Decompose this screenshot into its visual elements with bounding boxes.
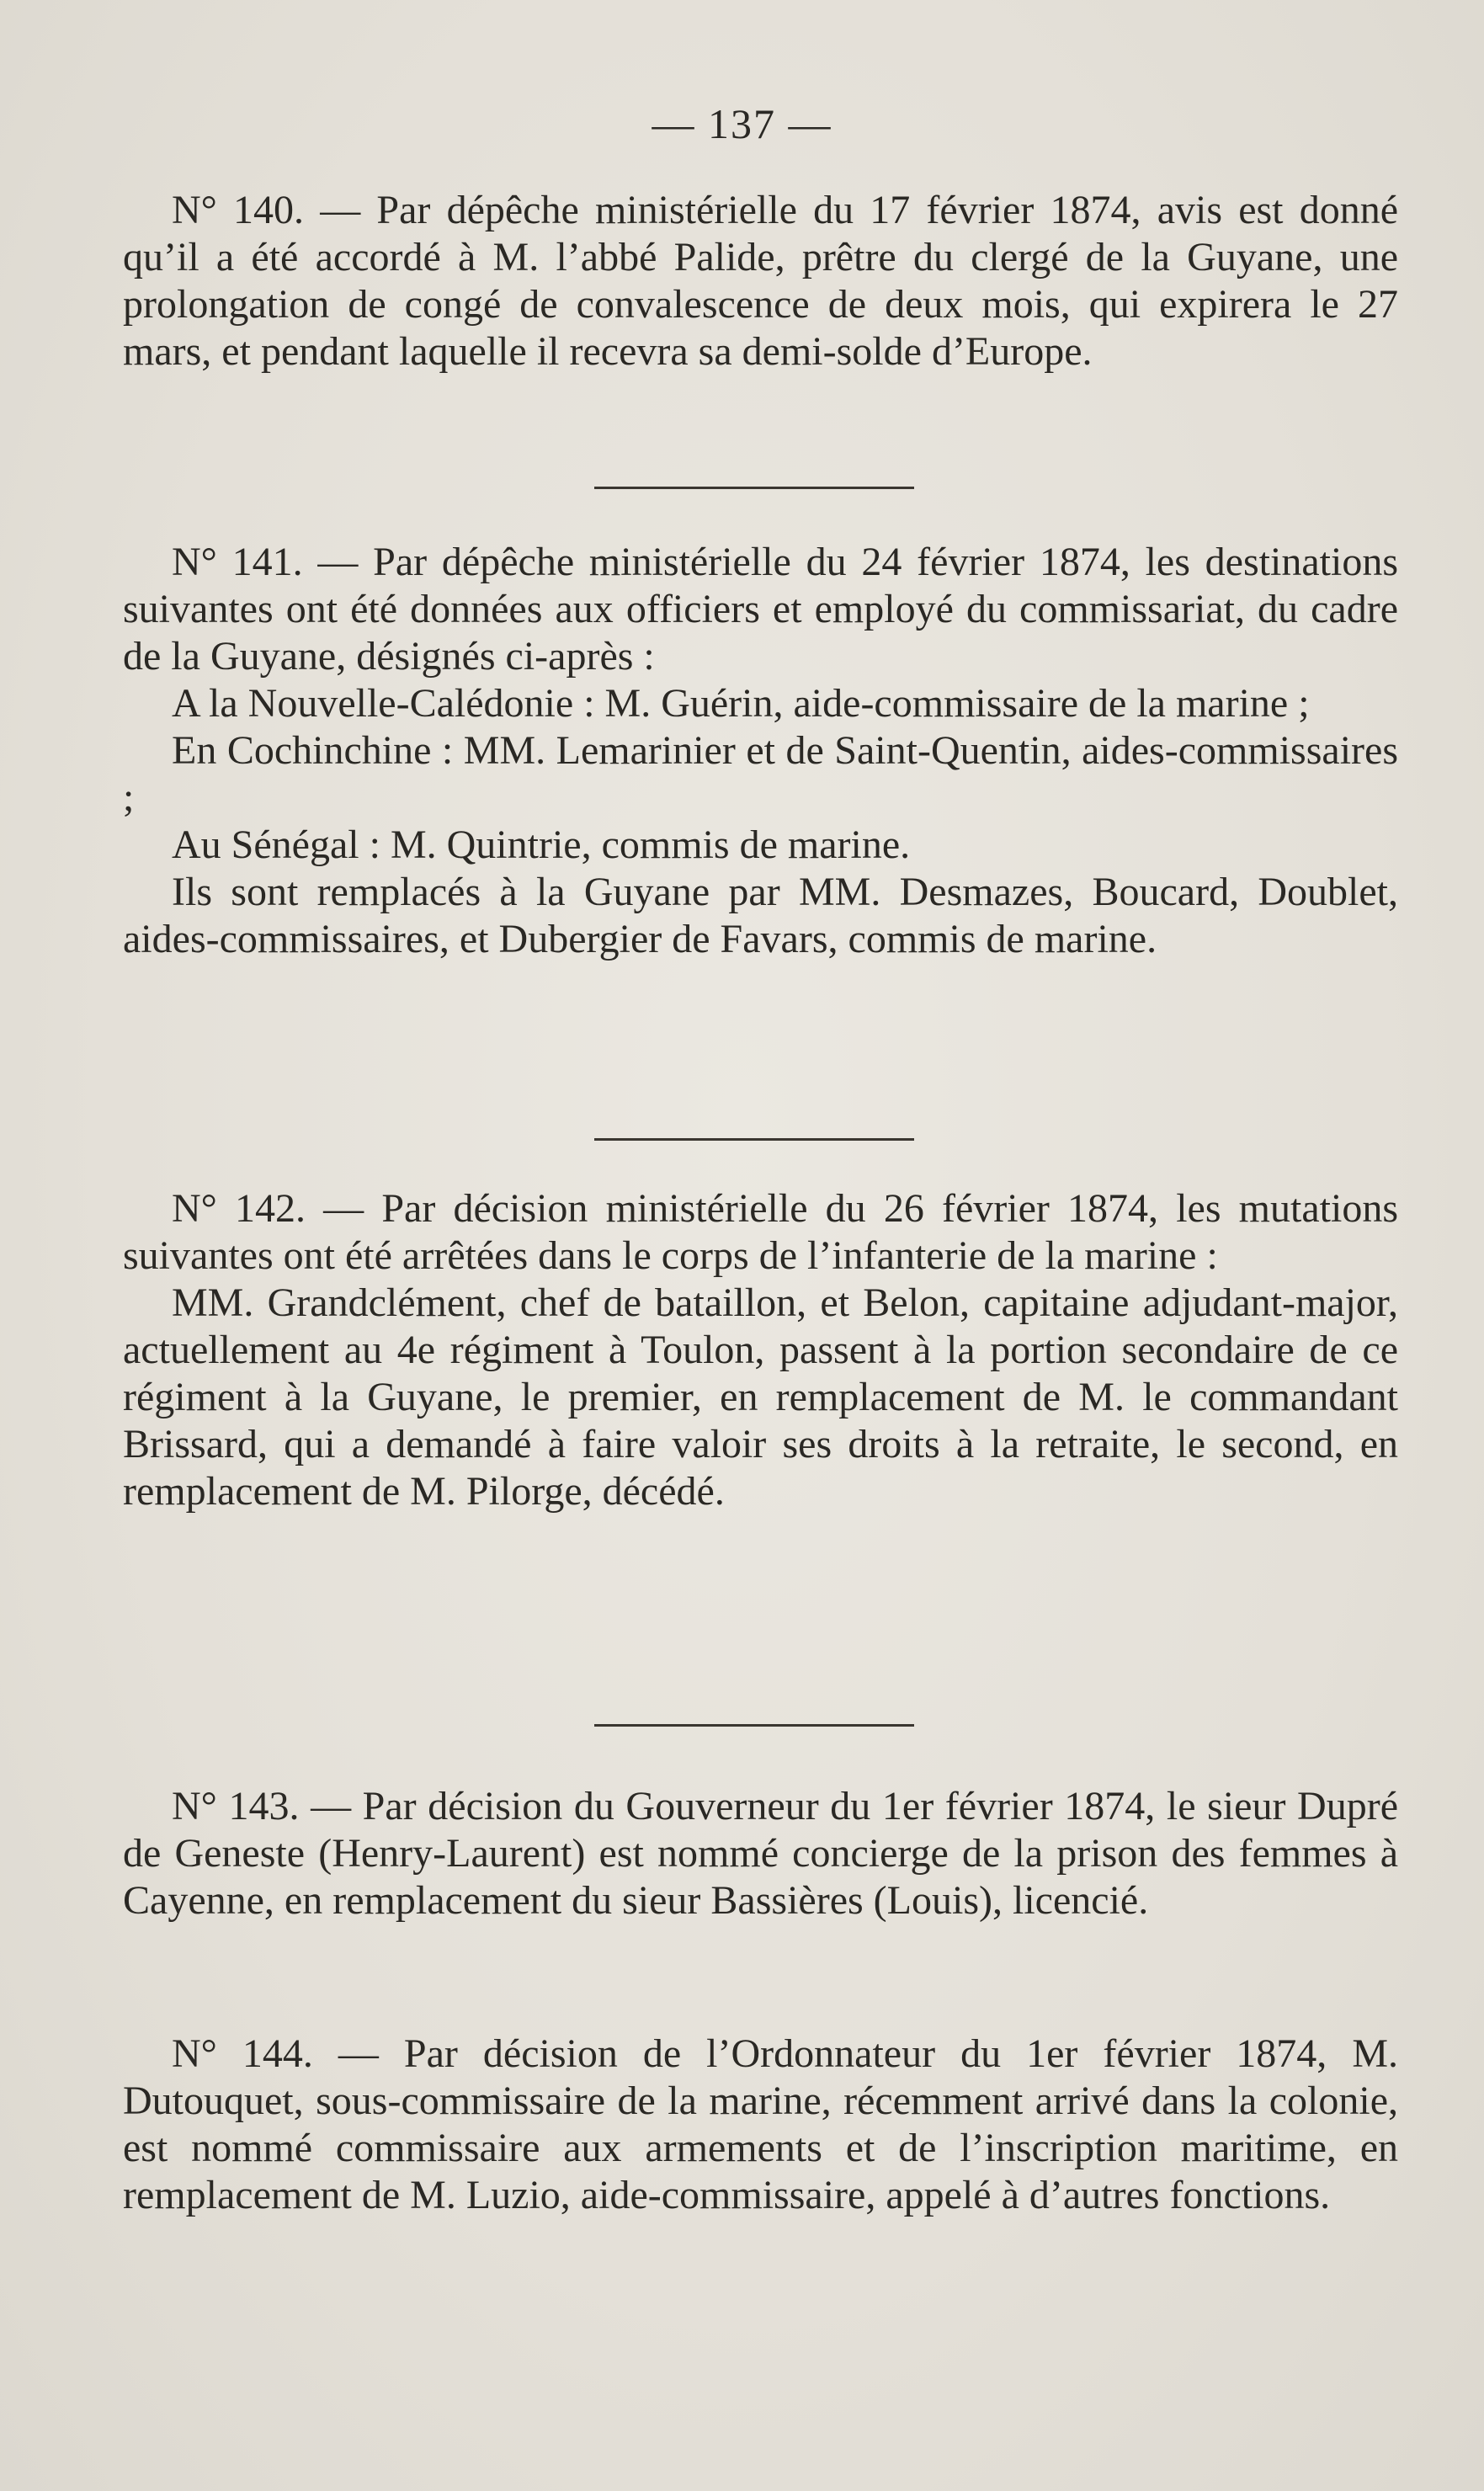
entry-paragraph: N° 140. — Par dépêche ministérielle du 17 février 1874, avis est donné qu’il a été accordé à M. l’abbé Palide, prêtre du clergé de la Guyane, une prolongation de congé de convalescence de deux mois, qui expirera le 27 mars, et pendant laquelle il recevra sa demi-solde d’Europe. (123, 188, 1398, 374)
entry-paragraph: A la Nouvelle-Calédonie : M. Guérin, aide-commissaire de la marine ; (172, 681, 1310, 726)
entry-paragraph: N° 143. — Par décision du Gouverneur du 1er février 1874, le sieur Dupré de Geneste (Henry-Laurent) est nommé concierge de la prison des femmes à Cayenne, en remplacement du sieur Bassières (Louis), licencié. (123, 1784, 1398, 1923)
entry-141 (123, 539, 1398, 963)
page-number: — 137 — (652, 100, 832, 147)
entry-143 (123, 1783, 1398, 1924)
entry-140 (123, 187, 1398, 375)
entry-paragraph: N° 141. — Par dépêche ministérielle du 24 février 1874, les destinations suivantes ont été données aux officiers et employé du commissariat, du cadre de la Guyane, désignés ci-après : (123, 540, 1398, 679)
entry-paragraph: MM. Grandclément, chef de bataillon, et Belon, capitaine adjudant-major, actuellement au 4e régiment à Toulon, passent à la portion secondaire de ce régiment à la Guyane, le premier, en remplacement de M. le commandant Brissard, qui a demandé à faire valoir ses droits à la retraite, le second, en remplacement de M. Pilorge, décédé. (123, 1280, 1398, 1514)
entry-paragraph: N° 142. — Par décision ministérielle du 26 février 1874, les mutations suivantes ont été arrêtées dans le corps de l’infanterie de la marine : (123, 1186, 1398, 1278)
entry-144 (123, 2031, 1398, 2219)
section-divider (594, 1724, 914, 1727)
entry-paragraph: En Cochinchine : MM. Lemarinier et de Saint-Quentin, aides-commissaires ; (123, 728, 1398, 820)
section-divider (594, 487, 914, 489)
section-divider (594, 1138, 914, 1141)
entry-paragraph: Ils sont remplacés à la Guyane par MM. Desmazes, Boucard, Doublet, aides-commissaires, et Dubergier de Favars, commis de marine. (123, 870, 1398, 961)
entry-paragraph: N° 144. — Par décision de l’Ordonnateur du 1er février 1874, M. Dutouquet, sous-commissaire de la marine, récemment arrivé dans la colonie, est nommé commissaire aux armements et de l’inscription maritime, en remplacement de M. Luzio, aide-commissaire, appelé à d’autres fonctions. (123, 2031, 1398, 2217)
entry-142 (123, 1185, 1398, 1515)
entry-paragraph: Au Sénégal : M. Quintrie, commis de marine. (172, 822, 911, 867)
